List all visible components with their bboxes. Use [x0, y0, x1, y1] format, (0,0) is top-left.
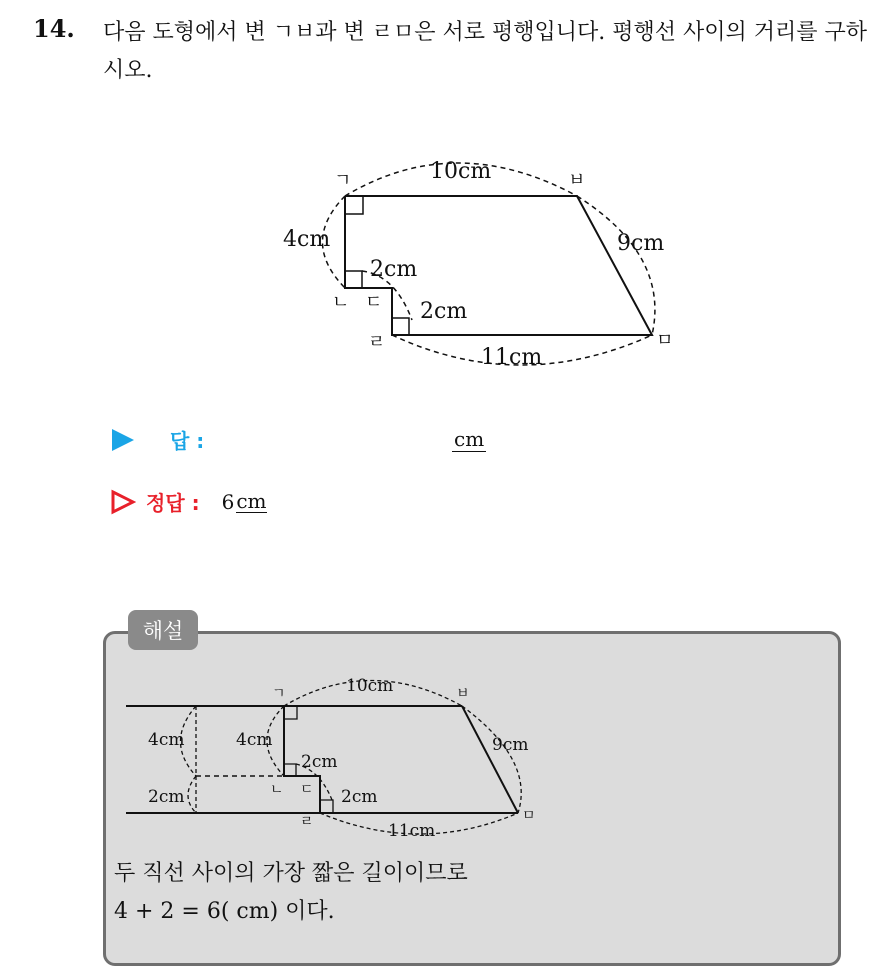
explanation-line-1: 두 직선 사이의 가장 짧은 길이이므로 — [114, 861, 468, 886]
explanation-tab: 해설 — [128, 610, 198, 650]
exp-length-outer-4: 4cm — [148, 730, 185, 750]
explanation-line-2: 4 + 2 = 6( cm) 이다. — [114, 899, 335, 924]
vertex-label-b: ㅂ — [568, 170, 586, 191]
correct-answer-value: 6 — [221, 489, 235, 514]
correct-answer-label: 정답 : — [146, 491, 200, 515]
exp-vertex-m: ㅁ — [522, 808, 536, 824]
explanation-text — [114, 855, 468, 931]
exp-vertex-g: ㄱ — [272, 686, 286, 702]
vertex-label-d: ㄷ — [365, 292, 383, 313]
answer-blank[interactable]: cm — [454, 427, 485, 451]
exp-vertex-b: ㅂ — [456, 686, 470, 702]
exp-length-step-top: 2cm — [301, 752, 338, 772]
exp-length-outer-2: 2cm — [148, 787, 185, 807]
vertex-label-g: ㄱ — [334, 170, 352, 191]
question-number: 14. — [33, 14, 75, 43]
exp-length-bottom: 11cm — [388, 821, 436, 841]
length-label-step-side: 2cm — [420, 299, 468, 324]
length-label-top: 10cm — [430, 159, 492, 184]
length-label-bottom: 11cm — [481, 345, 543, 370]
exp-length-slant: 9cm — [492, 735, 529, 755]
exp-vertex-r: ㄹ — [300, 814, 314, 830]
exp-length-top: 10cm — [346, 676, 394, 696]
vertex-label-r: ㄹ — [368, 332, 386, 353]
exp-length-step-side: 2cm — [341, 787, 378, 807]
exp-vertex-n: ㄴ — [270, 782, 284, 798]
question-text: 다음 도형에서 변 ㄱㅂ과 변 ㄹㅁ은 서로 평행입니다. 평행선 사이의 거리를 구하시오. — [103, 20, 867, 83]
answer-label: 답 : — [170, 429, 205, 453]
vertex-label-n: ㄴ — [332, 292, 350, 313]
length-label-step-top: 2cm — [370, 257, 418, 282]
length-label-left: 4cm — [283, 227, 331, 252]
vertex-label-m: ㅁ — [656, 330, 674, 351]
exp-vertex-d: ㄷ — [300, 782, 314, 798]
length-label-slant: 9cm — [617, 231, 665, 256]
correct-answer-unit: cm — [236, 489, 267, 513]
exp-length-inner-4: 4cm — [236, 730, 273, 750]
